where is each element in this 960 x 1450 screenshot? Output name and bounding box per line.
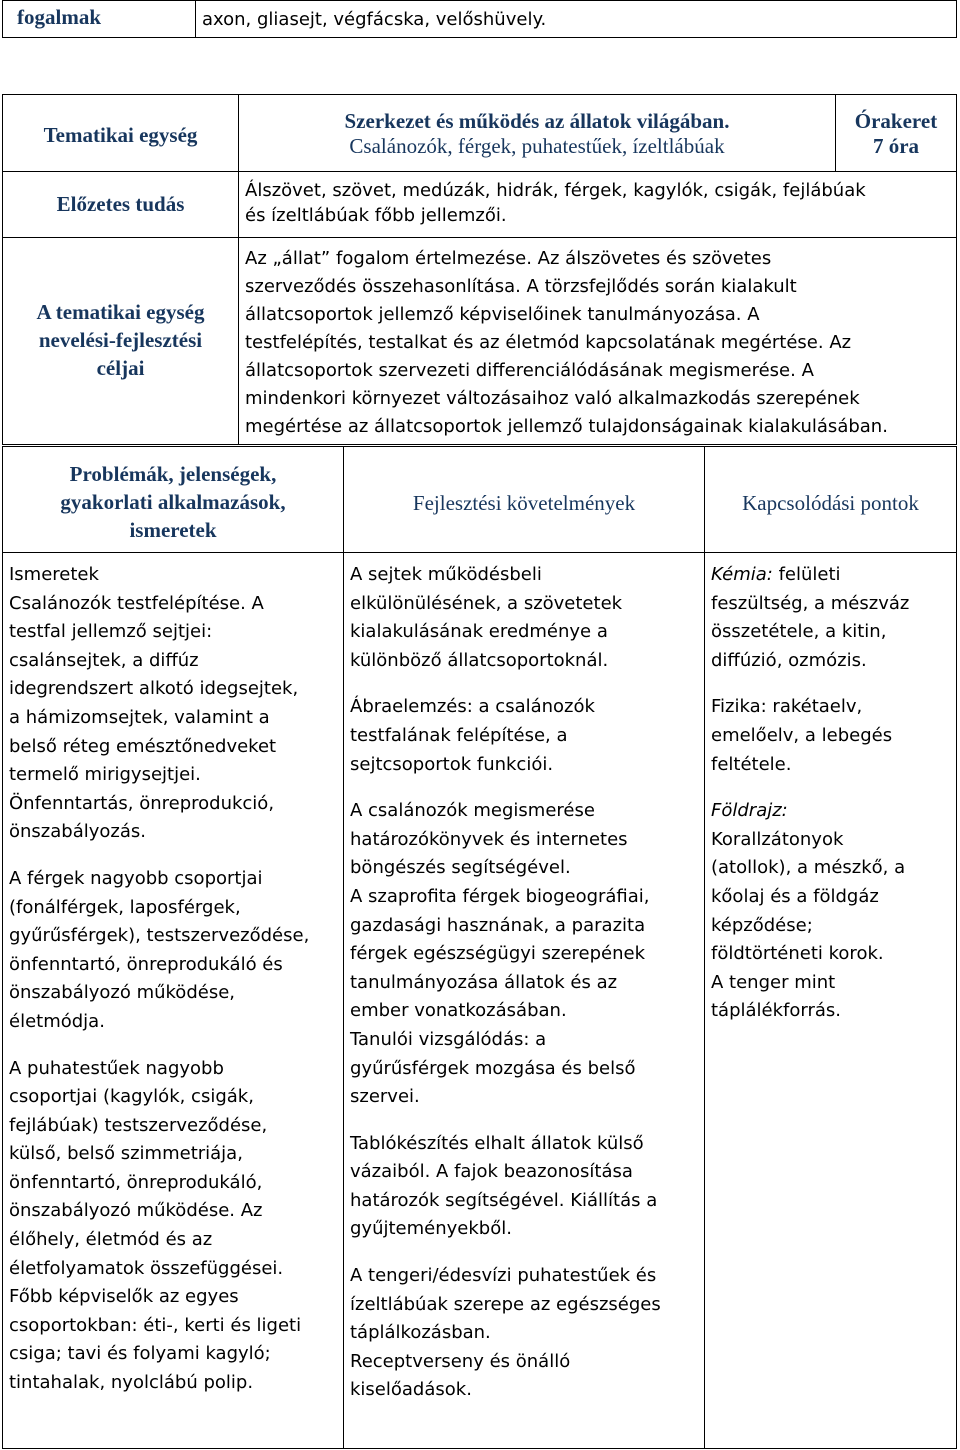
col2-line: Ábraelemzés: a csalánozók <box>350 696 595 718</box>
hours-label: Órakeret <box>854 109 938 133</box>
col1-line: csiga; tavi és folyami kagyló; <box>9 1343 271 1365</box>
prior-text-cell <box>239 172 957 238</box>
col2-line: Receptverseny és önálló <box>350 1350 571 1372</box>
goals-label-line2: nevelési-fejlesztési <box>38 328 203 352</box>
col3-line: (atollok), a mészkő, a <box>711 857 906 879</box>
col1-line: Önfenntartás, önreprodukció, <box>9 792 275 814</box>
col2-content-cell <box>344 553 705 1449</box>
kemia-label: Kémia: <box>711 564 773 585</box>
col2-header: Fejlesztési követelmények <box>412 491 636 515</box>
col2-line: szervei. <box>350 1086 420 1108</box>
unit-label-cell <box>3 95 239 172</box>
hours-cell <box>836 95 957 172</box>
col2-line: különböző állatcsoportoknál. <box>350 649 609 671</box>
goals-line: megértése az állatcsoportok jellemző tulajdonságainak kialakulásában. <box>245 416 888 437</box>
goals-label-cell <box>3 238 239 445</box>
col1-header-line2: gyakorlati alkalmazások, <box>60 490 286 514</box>
col3-line: kőolaj és a földgáz <box>711 885 879 907</box>
concepts-label: fogalmak <box>17 5 101 29</box>
col2-line: testfalának felépítése, a <box>350 724 568 746</box>
col1-line: önszabályozó működése. Az <box>9 1200 263 1222</box>
col2-line: vázaiból. A fajok beazonosítása <box>350 1161 633 1183</box>
col2-line: sejtcsoportok funkciói. <box>350 753 554 775</box>
col1-line: csoportjai (kagylók, csigák, <box>9 1086 254 1108</box>
col3-header-cell <box>705 447 957 553</box>
col2-line: gazdasági hasznának, a parazita <box>350 914 646 936</box>
col2-header-cell <box>344 447 705 553</box>
unit-label: Tematikai egység <box>43 123 198 147</box>
goals-line: Az „állat” fogalom értelmezése. Az álszövetes és szövetes <box>245 248 772 269</box>
col1-line: Ismeretek <box>9 564 99 585</box>
prior-text-line2: és ízeltlábúak főbb jellemzői. <box>245 205 507 226</box>
col2-line: gyűrűsférgek mozgása és belső <box>350 1057 636 1079</box>
col2-line: határozókönyvek és internetes <box>350 828 628 850</box>
concepts-label-cell <box>3 1 196 38</box>
col1-header-line1: Problémák, jelenségek, <box>69 462 277 486</box>
col1-line: önfenntartó, önreprodukáló, <box>9 1171 263 1193</box>
col3-line: összetétele, a kitin, <box>711 621 887 643</box>
goals-text-cell <box>239 238 957 445</box>
prior-label: Előzetes tudás <box>56 192 185 216</box>
foldrajz-label: Földrajz: <box>711 800 788 822</box>
col2-line: A szaprofita férgek biogeográfiai, <box>350 885 650 907</box>
col2-line: Tanulói vizsgálódás: a <box>350 1028 547 1050</box>
col2-line: A csalánozók megismerése <box>350 800 595 822</box>
col2-line: kialakulásának eredménye a <box>350 621 608 643</box>
prior-label-cell <box>3 172 239 238</box>
col1-line: A férgek nagyobb csoportjai <box>9 867 263 889</box>
col3-line: feltétele. <box>711 753 792 775</box>
col1-line: tintahalak, nyolclábú polip. <box>9 1372 254 1394</box>
col1-header-cell <box>3 447 344 553</box>
col1-header-line3: ismeretek <box>129 518 217 542</box>
col1-line: Főbb képviselők az egyes <box>9 1286 239 1308</box>
col1-line: önszabályozás. <box>9 821 146 843</box>
col1-line: életfolyamatok összefüggései. <box>9 1257 284 1279</box>
col1-line: a hámizomsejtek, valamint a <box>9 706 270 728</box>
col1-line: belső réteg emésztőnedveket <box>9 735 277 757</box>
col1-line: csoportokban: éti-, kerti és ligeti <box>9 1314 302 1336</box>
concepts-table <box>2 0 957 38</box>
goals-line: testfelépítés, testalkat és az életmód kapcsolatának megértése. Az <box>245 332 852 353</box>
col1-content-cell <box>3 553 344 1449</box>
col3-line: feszültség, a mészváz <box>711 592 910 614</box>
unit-title-line1: Szerkezet és működés az állatok világában. <box>344 109 730 133</box>
unit-title-cell <box>239 95 836 172</box>
col2-line: A sejtek működésbeli <box>350 564 542 585</box>
col2-line: elkülönülésének, a szövetetek <box>350 592 623 614</box>
col3-header: Kapcsolódási pontok <box>742 491 919 515</box>
kemia-line <box>711 561 956 590</box>
col1-line: gyűrűsférgek), testszerveződése, <box>9 925 310 947</box>
col1-line: testfal jellemző sejtjei: <box>9 621 213 643</box>
goals-line: állatcsoportok jellemző képviselőinek tanulmányozása. A <box>245 304 760 325</box>
col1-line: életmódja. <box>9 1010 105 1032</box>
col3-line: A tenger mint <box>711 971 836 993</box>
col1-line: külső, belső szimmetriája, <box>9 1143 243 1165</box>
col1-line: A puhatestűek nagyobb <box>9 1057 224 1079</box>
col3-line: Korallzátonyok <box>711 828 844 850</box>
goals-line: mindenkori környezet változásaihoz való alkalmazkodás szerepének <box>245 388 860 409</box>
goals-label-line1: A tematikai egység <box>36 300 205 324</box>
col1-line: önszabályozó működése, <box>9 982 235 1004</box>
col3-line: Fizika: rakétaelv, <box>711 696 863 718</box>
col2-line: gyűjteményekből. <box>350 1218 512 1240</box>
unit-title-line2: Csalánozók, férgek, puhatestűek, ízeltlábúak <box>349 134 725 158</box>
col1-line: idegrendszert alkotó idegsejtek, <box>9 678 299 700</box>
col3-line: emelőelv, a lebegés <box>711 724 893 746</box>
col1-line: Csalánozók testfelépítése. A <box>9 592 264 614</box>
col1-line: (fonálférgek, laposférgek, <box>9 896 241 918</box>
hours-value: 7 óra <box>872 134 920 158</box>
col1-line: önfenntartó, önreprodukáló és <box>9 953 283 975</box>
prior-text-line1: Álszövet, szövet, medúzák, hidrák, férgek, kagylók, csigák, fejlábúak <box>245 180 866 201</box>
col1-line: termelő mirigysejtjei. <box>9 764 201 786</box>
col2-line: tanulmányozása állatok és az <box>350 971 618 993</box>
col2-line: ember vonatkozásában. <box>350 1000 567 1022</box>
col3-line: diffúzió, ozmózis. <box>711 649 867 671</box>
col3-line: földtörténeti korok. <box>711 943 884 965</box>
col2-line: böngészés segítségével. <box>350 857 571 879</box>
col2-line: Tablókészítés elhalt állatok külső <box>350 1132 644 1154</box>
concepts-value: axon, gliasejt, végfácska, velőshüvely. <box>202 9 547 30</box>
goals-line: állatcsoportok szervezeti differenciálódásának megismerése. A <box>245 360 814 381</box>
col1-line: fejlábúak) testszerveződése, <box>9 1114 268 1136</box>
col1-line: csalánsejtek, a diffúz <box>9 649 199 671</box>
col2-line: A tengeri/édesvízi puhatestűek és <box>350 1265 657 1287</box>
unit-table <box>2 94 957 445</box>
kemia-text: felületi <box>772 564 841 585</box>
col2-line: férgek egészségügyi szerepének <box>350 943 646 965</box>
col3-content-cell <box>705 553 957 1449</box>
col1-line: élőhely, életmód és az <box>9 1229 213 1251</box>
main-table <box>2 446 957 1449</box>
goals-label-line3: céljai <box>96 356 145 380</box>
col3-line: táplálékforrás. <box>711 1000 842 1022</box>
concepts-value-cell <box>196 1 957 38</box>
col2-line: ízeltlábúak szerepe az egészséges <box>350 1293 661 1315</box>
col2-line: táplálkozásban. <box>350 1322 491 1344</box>
col3-line: képződése; <box>711 914 813 936</box>
col2-line: kiselőadások. <box>350 1379 472 1401</box>
col2-line: határozók segítségével. Kiállítás a <box>350 1189 658 1211</box>
goals-line: szerveződés összehasonlítása. A törzsfejlődés során kialakult <box>245 276 797 297</box>
